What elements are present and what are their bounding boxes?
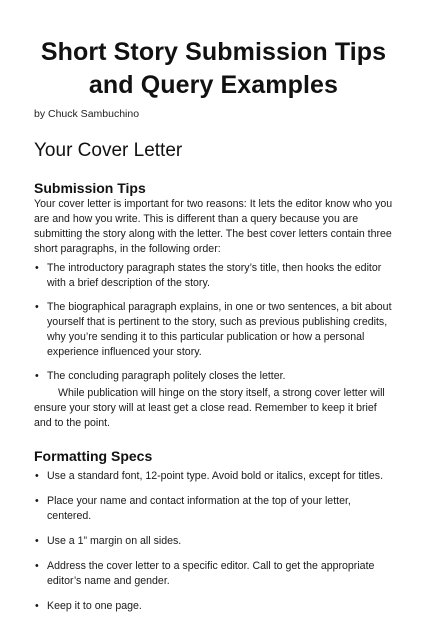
subheading-formatting-specs: Formatting Specs	[34, 448, 153, 464]
list-item	[34, 534, 393, 549]
list-item-text: Place your name and contact information at the top of your letter, centered.	[47, 495, 351, 522]
list-item-text: Keep it to one page.	[47, 600, 142, 612]
submission-tips-intro: Your cover letter is important for two reasons: It lets the editor know who you are and how you write. This is different than a query because you are submitting the story along with the letter. The best cover letters contain three short paragraphs, in the following order:	[34, 198, 393, 255]
submission-tips-list	[34, 261, 393, 384]
section-heading-cover-letter: Your Cover Letter	[34, 140, 183, 161]
list-item-text: The biographical paragraph explains, in one or two sentences, a bit about yourself that is pertinent to the story, such as previous publishing credits, why you’re sending it to this particular publication or how a personal experience influenced your story.	[47, 301, 392, 358]
list-item-text: Address the cover letter to a specific editor. Call to get the appropriate editor’s name and gender.	[47, 560, 375, 587]
formatting-specs-list	[34, 469, 393, 614]
author-byline: by Chuck Sambuchino	[34, 108, 140, 120]
list-item	[34, 369, 393, 384]
bullet-icon: •	[35, 495, 39, 507]
list-item-text: The introductory paragraph states the story’s title, then hooks the editor with a brief description of the story.	[47, 262, 382, 289]
subheading-submission-tips: Submission Tips	[34, 180, 146, 196]
list-item	[34, 261, 393, 291]
list-item	[34, 469, 393, 484]
bullet-icon: •	[35, 262, 39, 274]
bullet-icon: •	[35, 600, 39, 612]
bullet-icon: •	[35, 560, 39, 572]
bullet-icon: •	[35, 535, 39, 547]
list-item-text: Use a standard font, 12-point type. Avoid bold or italics, except for titles.	[47, 470, 384, 482]
list-item	[34, 300, 393, 360]
list-item	[34, 494, 393, 524]
document-title: Short Story Submission Tips and Query Examples	[40, 38, 387, 99]
list-item	[34, 559, 393, 589]
bullet-icon: •	[35, 370, 39, 382]
submission-tips-closing: While publication will hinge on the story itself, a strong cover letter will ensure your story will at least get a close read. Remember to keep it brief and to the point.	[34, 387, 385, 429]
list-item-text: Use a 1” margin on all sides.	[47, 535, 182, 547]
list-item-text: The concluding paragraph politely closes the letter.	[47, 370, 286, 382]
list-item	[34, 599, 393, 614]
bullet-icon: •	[35, 470, 39, 482]
bullet-icon: •	[35, 301, 39, 313]
